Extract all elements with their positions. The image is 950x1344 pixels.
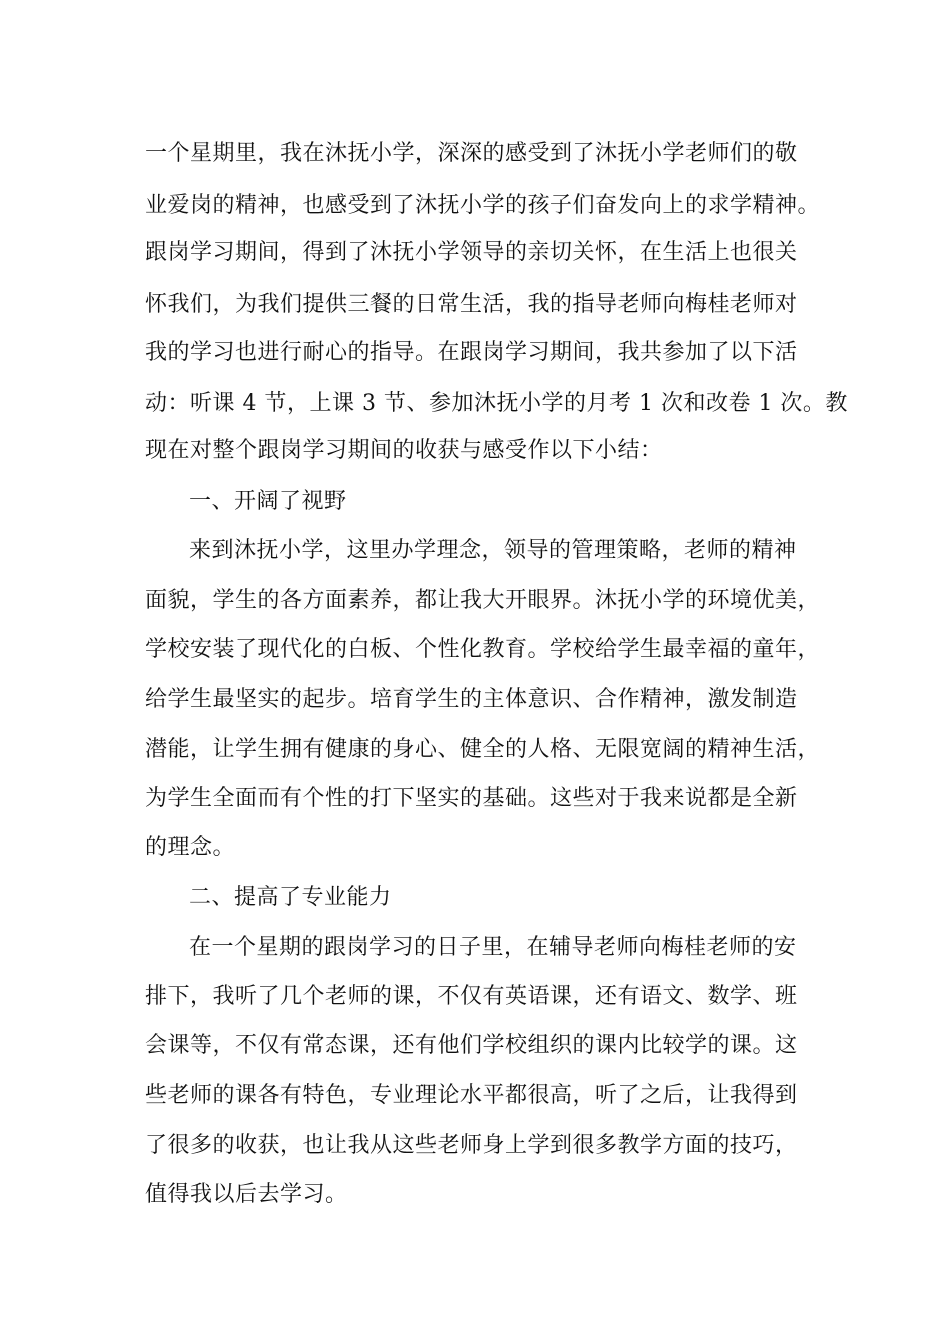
paragraph-line: 动：听课 4 节，上课 3 节、参加沐抚小学的月考 1 次和改卷 1 次。教	[145, 391, 848, 416]
paragraph-line: 潜能，让学生拥有健康的身心、健全的人格、无限宽阔的精神生活，	[145, 737, 821, 762]
paragraph-line: 面貌，学生的各方面素养，都让我大开眼界。沐抚小学的环境优美，	[145, 588, 821, 613]
paragraph-line: 些老师的课各有特色，专业理论水平都很高，听了之后，让我得到	[145, 1083, 798, 1108]
paragraph-line: 给学生最坚实的起步。培育学生的主体意识、合作精神，激发制造	[145, 687, 798, 712]
section-heading: 一、开阔了视野	[189, 489, 347, 514]
paragraph-line: 我的学习也进行耐心的指导。在跟岗学习期间，我共参加了以下活	[145, 340, 798, 365]
paragraph-line: 值得我以后去学习。	[145, 1182, 348, 1207]
paragraph-line: 在一个星期的跟岗学习的日子里，在辅导老师向梅桂老师的安	[189, 935, 797, 960]
paragraph-line: 为学生全面而有个性的打下坚实的基础。这些对于我来说都是全新	[145, 786, 798, 811]
paragraph-line: 一个星期里，我在沐抚小学，深深的感受到了沐抚小学老师们的敬	[145, 141, 798, 166]
paragraph-line: 现在对整个跟岗学习期间的收获与感受作以下小结：	[145, 438, 663, 463]
paragraph-line: 排下，我听了几个老师的课，不仅有英语课，还有语文、数学、班	[145, 984, 798, 1009]
paragraph-line: 怀我们，为我们提供三餐的日常生活，我的指导老师向梅桂老师对	[145, 292, 798, 317]
paragraph-line: 业爱岗的精神，也感受到了沐抚小学的孩子们奋发向上的求学精神。	[145, 193, 821, 218]
paragraph-line: 跟岗学习期间，得到了沐抚小学领导的亲切关怀，在生活上也很关	[145, 240, 798, 265]
paragraph-line: 来到沐抚小学，这里办学理念，领导的管理策略，老师的精神	[189, 538, 797, 563]
paragraph-line: 学校安装了现代化的白板、个性化教育。学校给学生最幸福的童年，	[145, 637, 821, 662]
paragraph-line: 了很多的收获，也让我从这些老师身上学到很多教学方面的技巧，	[145, 1133, 798, 1158]
section-heading: 二、提高了专业能力	[189, 885, 392, 910]
paragraph-line: 的理念。	[145, 835, 236, 860]
paragraph-line: 会课等，不仅有常态课，还有他们学校组织的课内比较学的课。这	[145, 1033, 798, 1058]
